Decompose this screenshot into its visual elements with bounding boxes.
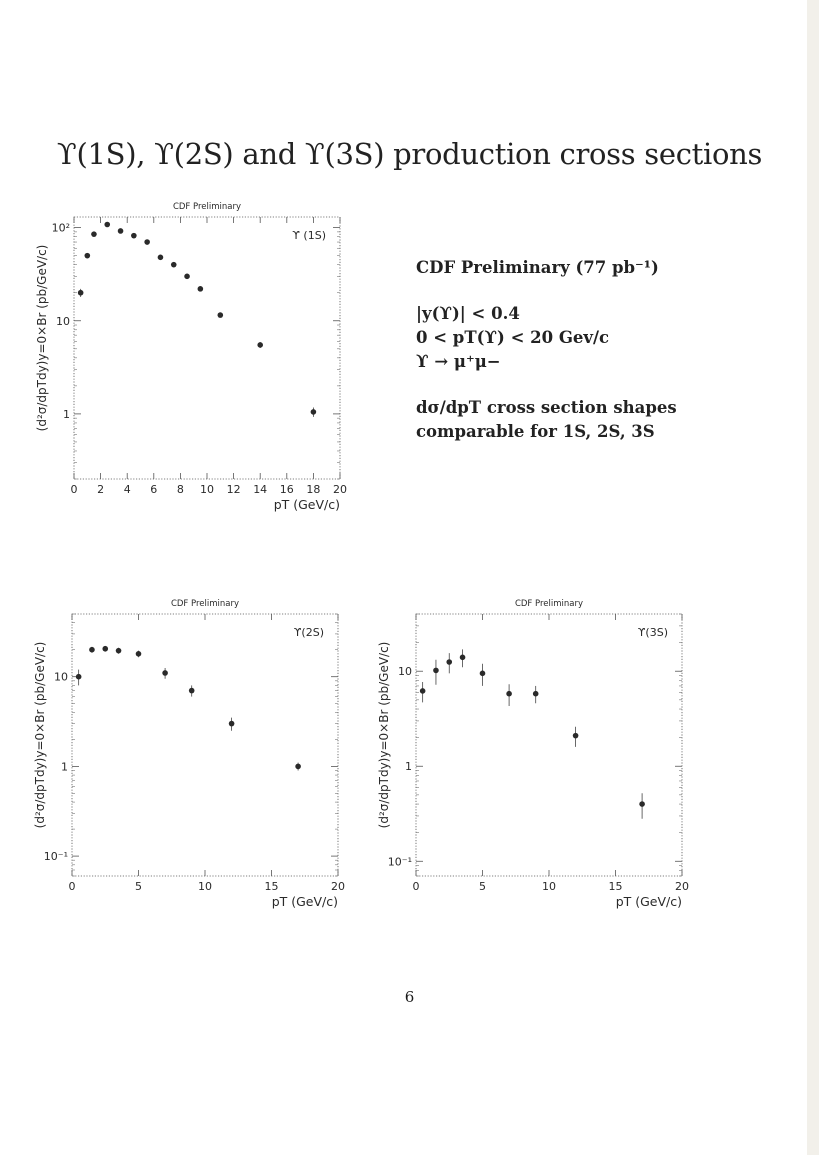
y-tick-label: 10² bbox=[51, 221, 70, 235]
x-tick-label: 0 bbox=[70, 483, 78, 496]
x-axis-label: pT (GeV/c) bbox=[271, 894, 338, 909]
x-tick-label: 16 bbox=[279, 483, 294, 496]
y-tick-label: 10⁻¹ bbox=[387, 855, 412, 869]
data-point bbox=[102, 646, 108, 652]
plot-frame bbox=[72, 614, 338, 876]
y-tick-label: 1 bbox=[405, 760, 412, 774]
x-tick-label: 14 bbox=[253, 483, 268, 496]
data-point bbox=[78, 290, 84, 296]
y-axis-label: (d²σ/dpTdy)y=0×Br (pb/GeV/c) bbox=[33, 641, 47, 829]
data-point bbox=[118, 228, 124, 234]
x-tick-label: 5 bbox=[479, 880, 486, 893]
x-tick-label: 10 bbox=[542, 880, 556, 893]
x-tick-label: 0 bbox=[68, 880, 76, 893]
data-point bbox=[420, 688, 426, 694]
chart-upsilon-3s bbox=[366, 590, 706, 920]
chart-1s-svg bbox=[20, 195, 360, 525]
data-point bbox=[131, 233, 137, 239]
x-tick-label: 12 bbox=[226, 483, 241, 496]
data-point bbox=[76, 674, 82, 680]
page-title: ϒ(1S), ϒ(2S) and ϒ(3S) production cross sections bbox=[56, 137, 763, 172]
x-tick-label: 10 bbox=[200, 483, 214, 496]
chart-2s-svg bbox=[20, 590, 360, 920]
x-axis-label: pT (GeV/c) bbox=[615, 894, 682, 909]
chart-3s-svg bbox=[366, 590, 706, 920]
x-tick-label: 5 bbox=[135, 880, 142, 893]
data-point bbox=[184, 274, 190, 280]
data-point bbox=[433, 668, 439, 674]
x-tick-label: 15 bbox=[264, 880, 279, 893]
x-tick-label: 18 bbox=[306, 483, 321, 496]
data-point bbox=[311, 409, 317, 415]
data-point bbox=[533, 691, 539, 697]
data-point bbox=[446, 659, 452, 665]
x-tick-label: 2 bbox=[97, 483, 105, 496]
data-point bbox=[116, 648, 122, 654]
x-tick-label: 20 bbox=[331, 880, 345, 893]
x-tick-label: 6 bbox=[150, 483, 158, 496]
series-label: ϒ (1S) bbox=[292, 229, 326, 242]
y-axis-label: (d²σ/dpTdy)y=0×Br (pb/GeV/c) bbox=[377, 641, 391, 829]
data-point bbox=[218, 312, 224, 318]
chart-upsilon-1s bbox=[20, 195, 360, 525]
info-block bbox=[416, 256, 706, 444]
page-edge bbox=[807, 0, 819, 1155]
x-tick-label: 8 bbox=[176, 483, 184, 496]
y-tick-label: 1 bbox=[63, 407, 70, 421]
data-point bbox=[460, 655, 466, 661]
data-point bbox=[506, 691, 512, 697]
data-point bbox=[136, 651, 142, 657]
data-point bbox=[295, 764, 301, 770]
data-point bbox=[104, 222, 110, 228]
y-tick-label: 1 bbox=[61, 760, 68, 774]
x-tick-label: 4 bbox=[123, 483, 131, 496]
info-note-line2: comparable for 1S, 2S, 3S bbox=[416, 422, 655, 441]
data-point bbox=[158, 255, 164, 261]
y-axis-label: (d²σ/dpTdy)y=0×Br (pb/GeV/c) bbox=[35, 244, 49, 432]
plot-frame bbox=[74, 217, 340, 479]
info-condition-rapidity: |y(ϒ)| < 0.4 bbox=[416, 304, 520, 323]
info-heading: CDF Preliminary (77 pb⁻¹) bbox=[416, 258, 659, 277]
info-condition-decay: ϒ → μ⁺μ− bbox=[416, 352, 501, 371]
chart-title: CDF Preliminary bbox=[172, 202, 242, 212]
data-point bbox=[189, 688, 195, 694]
data-point bbox=[144, 239, 150, 245]
x-tick-label: 10 bbox=[198, 880, 212, 893]
series-label: ϒ(2S) bbox=[293, 626, 324, 639]
info-note-line1: dσ/dpT cross section shapes bbox=[416, 398, 677, 417]
chart-title: CDF Preliminary bbox=[514, 599, 584, 609]
series-label: ϒ(3S) bbox=[637, 626, 668, 639]
x-axis-label: pT (GeV/c) bbox=[273, 497, 340, 512]
x-tick-label: 0 bbox=[412, 880, 420, 893]
x-tick-label: 15 bbox=[608, 880, 623, 893]
data-point bbox=[171, 262, 177, 268]
x-tick-label: 20 bbox=[675, 880, 689, 893]
info-condition-pt: 0 < pT(ϒ) < 20 Gev/c bbox=[416, 328, 610, 347]
data-point bbox=[91, 231, 97, 237]
data-point bbox=[162, 670, 168, 676]
data-point bbox=[573, 733, 579, 739]
y-tick-label: 10 bbox=[398, 665, 412, 679]
chart-title: CDF Preliminary bbox=[170, 599, 240, 609]
y-tick-label: 10 bbox=[56, 314, 70, 328]
data-point bbox=[85, 253, 91, 259]
x-tick-label: 20 bbox=[333, 483, 347, 496]
data-point bbox=[229, 721, 235, 727]
data-point bbox=[198, 286, 204, 292]
data-point bbox=[639, 801, 645, 807]
data-point bbox=[480, 671, 486, 677]
chart-upsilon-2s bbox=[20, 590, 360, 920]
y-tick-label: 10 bbox=[54, 670, 68, 684]
data-point bbox=[257, 342, 263, 348]
page-number: 6 bbox=[404, 988, 415, 1006]
data-point bbox=[89, 647, 95, 653]
plot-frame bbox=[416, 614, 682, 876]
y-tick-label: 10⁻¹ bbox=[43, 850, 68, 864]
